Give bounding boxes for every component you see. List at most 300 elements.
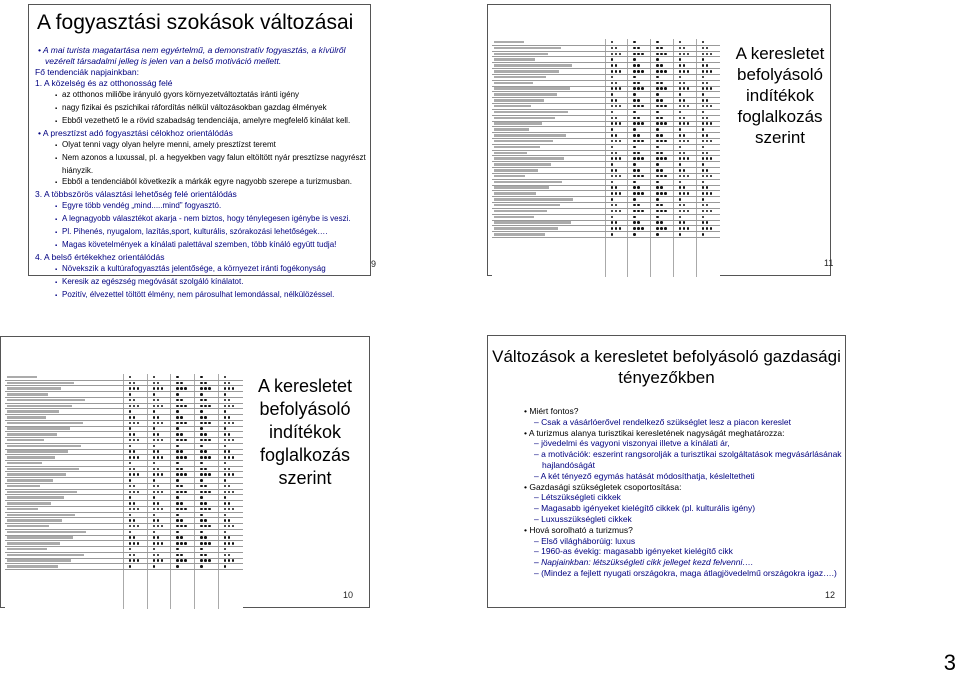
- table-dot: [176, 491, 179, 494]
- table-dot: [157, 559, 160, 562]
- table-dot: [633, 93, 636, 96]
- table-dot: [224, 468, 227, 471]
- table-dot: [133, 536, 136, 539]
- table-dot: [637, 175, 640, 178]
- table-dot: [224, 405, 227, 408]
- table-dot: [208, 525, 211, 528]
- table-dot: [204, 468, 207, 471]
- table-dot: [204, 536, 207, 539]
- table-dot: [200, 468, 203, 471]
- table-dot: [679, 58, 682, 61]
- row-label-mark: [494, 41, 524, 44]
- table-dot: [615, 122, 618, 125]
- row-label-mark: [7, 542, 60, 545]
- table-dot: [683, 210, 686, 213]
- table-dot: [228, 473, 231, 476]
- table-dot: [204, 508, 207, 511]
- table-dot: [153, 479, 156, 482]
- table-dot: [706, 227, 709, 230]
- table-dot: [702, 64, 705, 67]
- table-dot: [619, 122, 622, 125]
- table-dot: [683, 204, 686, 207]
- row-label-mark: [494, 227, 558, 230]
- slide-4-title: Változások a keresletet befolyásoló gazdasági tényezőkben: [492, 347, 841, 387]
- table-dot: [180, 456, 183, 459]
- table-dot: [633, 221, 636, 224]
- table-dot: [611, 134, 614, 137]
- table-dot: [153, 542, 156, 545]
- bullet-3b: – Magasabb igényeket kielégítő cikkek (pl. kulturális igény): [534, 503, 756, 514]
- table-dot: [710, 140, 713, 143]
- table-dot: [687, 53, 690, 56]
- table-dot: [706, 117, 709, 120]
- table-dot: [615, 134, 618, 137]
- table-dot: [656, 175, 659, 178]
- table-dot: [157, 542, 160, 545]
- point-1b: ▪ nagy fizikai és pszichikai ráfordítás nélkül változásokban gazdag élmények: [55, 103, 327, 112]
- row-label-mark: [494, 58, 535, 61]
- table-dot: [641, 227, 644, 230]
- row-label-mark: [494, 99, 544, 102]
- table-dot: [683, 82, 686, 85]
- table-dot: [683, 186, 686, 189]
- table-dot: [232, 473, 235, 476]
- slide-4: [487, 335, 846, 608]
- table-dot: [228, 525, 231, 528]
- slide-1-page-number: 9: [371, 259, 377, 269]
- table-dot: [702, 41, 705, 44]
- row-label-mark: [7, 491, 77, 494]
- table-dot: [153, 462, 156, 465]
- bullet-2: • A turizmus alanya turisztikai keresletének nagyságát meghatározza:: [524, 427, 785, 438]
- table-dot: [702, 58, 705, 61]
- table-dot: [706, 87, 709, 90]
- table-dot: [153, 496, 156, 499]
- table-row: [5, 563, 243, 570]
- table-dot: [633, 64, 636, 67]
- table-dot: [176, 554, 179, 557]
- table-dot: [660, 157, 663, 160]
- table-dot: [679, 41, 682, 44]
- row-label-mark: [7, 519, 62, 522]
- table-dot: [611, 216, 614, 219]
- table-dot: [200, 433, 203, 436]
- table-dot: [129, 514, 132, 517]
- table-dot: [208, 508, 211, 511]
- table-dot: [633, 204, 636, 207]
- table-dot: [176, 531, 179, 534]
- table-dot: [683, 157, 686, 160]
- table-dot: [157, 399, 160, 402]
- table-dot: [208, 439, 211, 442]
- point-1c: ▪ Ebből vezethető le a rövid szabadság tendenciája, amelyre megfelelő kínálat kell.: [55, 116, 351, 125]
- table-dot: [615, 105, 618, 108]
- row-label-mark: [494, 140, 553, 143]
- table-dot: [224, 536, 227, 539]
- table-dot: [633, 87, 636, 90]
- table-dot: [660, 152, 663, 155]
- table-dot: [679, 227, 682, 230]
- table-dot: [611, 41, 614, 44]
- table-dot: [129, 445, 132, 448]
- table-dot: [633, 152, 636, 155]
- table-dot: [204, 399, 207, 402]
- table-dot: [679, 122, 682, 125]
- table-dot: [228, 382, 231, 385]
- table-dot: [664, 157, 667, 160]
- table-dot: [157, 491, 160, 494]
- row-label-mark: [7, 502, 51, 505]
- table-dot: [679, 111, 682, 114]
- table-dot: [656, 99, 659, 102]
- row-label-mark: [7, 376, 37, 379]
- table-dot: [224, 439, 227, 442]
- table-dot: [133, 405, 136, 408]
- row-label-mark: [7, 554, 84, 557]
- table-dot: [611, 82, 614, 85]
- table-dot: [702, 152, 705, 155]
- table-dot: [633, 111, 636, 114]
- table-dot: [153, 439, 156, 442]
- row-label-mark: [7, 399, 85, 402]
- table-dot: [228, 519, 231, 522]
- table-dot: [153, 416, 156, 419]
- table-dot: [637, 87, 640, 90]
- table-dot: [200, 491, 203, 494]
- table-dot: [611, 64, 614, 67]
- table-dot: [129, 399, 132, 402]
- table-dot: [200, 514, 203, 517]
- table-dot: [129, 405, 132, 408]
- table-dot: [656, 58, 659, 61]
- table-dot: [633, 210, 636, 213]
- table-dot: [133, 416, 136, 419]
- table-dot: [619, 210, 622, 213]
- point-2a: ▪ Olyat tenni vagy olyan helyre menni, amely presztízst teremt: [55, 140, 276, 149]
- table-dot: [137, 525, 140, 528]
- table-dot: [129, 531, 132, 534]
- table-dot: [637, 210, 640, 213]
- table-dot: [137, 405, 140, 408]
- table-dot: [224, 422, 227, 425]
- table-dot: [702, 175, 705, 178]
- table-dot: [133, 399, 136, 402]
- table-dot: [176, 433, 179, 436]
- bullet-4: • Hová sorolható a turizmus?: [524, 524, 633, 535]
- table-dot: [157, 422, 160, 425]
- table-dot: [153, 531, 156, 534]
- bullet-2b: – a motivációk: eszerint rangsorolják a turisztikai szolgáltatások megvásárlásának hajlandóságát: [534, 449, 842, 470]
- table-dot: [641, 210, 644, 213]
- table-dot: [683, 152, 686, 155]
- table-dot: [679, 210, 682, 213]
- table-dot: [129, 468, 132, 471]
- table-dot: [664, 122, 667, 125]
- table-dot: [633, 233, 636, 236]
- table-dot: [611, 157, 614, 160]
- table-dot: [660, 204, 663, 207]
- table-dot: [637, 140, 640, 143]
- table-dot: [176, 548, 179, 551]
- table-dot: [679, 192, 682, 195]
- table-dot: [615, 210, 618, 213]
- table-dot: [224, 376, 227, 379]
- table-dot: [133, 559, 136, 562]
- table-dot: [660, 47, 663, 50]
- table-dot: [176, 439, 179, 442]
- sheet-page-number: 3: [943, 650, 956, 675]
- table-dot: [679, 186, 682, 189]
- table-dot: [180, 416, 183, 419]
- row-label-mark: [7, 485, 40, 488]
- table-dot: [204, 519, 207, 522]
- table-dot: [702, 105, 705, 108]
- table-dot: [664, 210, 667, 213]
- row-label-mark: [494, 152, 527, 155]
- table-dot: [161, 473, 164, 476]
- table-dot: [228, 433, 231, 436]
- table-dot: [687, 175, 690, 178]
- table-dot: [664, 175, 667, 178]
- table-dot: [656, 186, 659, 189]
- table-dot: [683, 64, 686, 67]
- row-label-mark: [7, 387, 61, 390]
- point-4c: ▪ Pozitív, élvezettel töltött élmény, nem párosulhat lemondással, nélkülözéssel.: [55, 290, 335, 299]
- table-dot: [679, 163, 682, 166]
- table-dot: [611, 169, 614, 172]
- table-dot: [176, 502, 179, 505]
- table-dot: [702, 70, 705, 73]
- slide-2-page-number: 11: [824, 258, 834, 268]
- table-dot: [611, 76, 614, 79]
- table-dot: [153, 427, 156, 430]
- table-dot: [224, 559, 227, 562]
- table-dot: [611, 70, 614, 73]
- table-dot: [706, 221, 709, 224]
- slide-2-side-title: A keresletet befolyásoló indítékok foglalkozás szerint: [735, 44, 825, 147]
- row-label-mark: [7, 531, 86, 534]
- table-dot: [702, 140, 705, 143]
- table-row: [492, 231, 720, 238]
- table-dot: [224, 485, 227, 488]
- table-dot: [660, 99, 663, 102]
- table-dot: [633, 157, 636, 160]
- table-dot: [180, 382, 183, 385]
- table-dot: [660, 140, 663, 143]
- table-dot: [200, 473, 203, 476]
- table-dot: [200, 536, 203, 539]
- table-dot: [200, 382, 203, 385]
- point-1: 1. A közelség és az otthonosság felé: [35, 78, 173, 88]
- table-dot: [176, 508, 179, 511]
- table-dot: [679, 157, 682, 160]
- table-dot: [656, 41, 659, 44]
- table-dot: [633, 47, 636, 50]
- table-dot: [180, 554, 183, 557]
- table-dot: [702, 221, 705, 224]
- row-label-mark: [494, 157, 564, 160]
- table-dot: [615, 169, 618, 172]
- table-dot: [184, 473, 187, 476]
- table-dot: [224, 427, 227, 430]
- table-dot: [679, 128, 682, 131]
- table-dot: [633, 186, 636, 189]
- table-dot: [161, 559, 164, 562]
- table-dot: [664, 227, 667, 230]
- table-dot: [176, 559, 179, 562]
- table-dot: [702, 186, 705, 189]
- table-dot: [137, 559, 140, 562]
- bullet-4d: – (Mindez a fejlett nyugati országokra, maga átlagjövedelmű országokra igaz….): [534, 567, 837, 578]
- table-dot: [133, 508, 136, 511]
- table-dot: [133, 382, 136, 385]
- table-dot: [228, 502, 231, 505]
- table-dot: [611, 99, 614, 102]
- table-dot: [656, 122, 659, 125]
- table-dot: [157, 450, 160, 453]
- table-dot: [633, 76, 636, 79]
- table-dot: [619, 105, 622, 108]
- table-dot: [180, 525, 183, 528]
- table-dot: [129, 565, 132, 568]
- table-dot: [710, 70, 713, 73]
- table-dot: [157, 468, 160, 471]
- table-dot: [204, 525, 207, 528]
- table-dot: [702, 128, 705, 131]
- scanned-table-image: [5, 374, 243, 609]
- table-dot: [153, 536, 156, 539]
- table-dot: [208, 422, 211, 425]
- table-dot: [637, 53, 640, 56]
- table-dot: [200, 554, 203, 557]
- table-dot: [129, 548, 132, 551]
- table-dot: [153, 405, 156, 408]
- table-dot: [176, 473, 179, 476]
- table-dot: [129, 491, 132, 494]
- table-dot: [687, 122, 690, 125]
- table-dot: [208, 491, 211, 494]
- table-dot: [180, 439, 183, 442]
- table-dot: [702, 117, 705, 120]
- table-dot: [615, 87, 618, 90]
- table-dot: [633, 99, 636, 102]
- table-dot: [224, 410, 227, 413]
- slide-1-title: A fogyasztási szokások változásai: [37, 11, 354, 34]
- table-dot: [129, 427, 132, 430]
- table-dot: [153, 565, 156, 568]
- table-dot: [656, 128, 659, 131]
- table-dot: [687, 192, 690, 195]
- table-dot: [637, 64, 640, 67]
- table-dot: [228, 399, 231, 402]
- table-dot: [683, 105, 686, 108]
- table-dot: [660, 175, 663, 178]
- table-dot: [180, 502, 183, 505]
- table-dot: [683, 53, 686, 56]
- table-dot: [208, 387, 211, 390]
- table-dot: [710, 157, 713, 160]
- table-dot: [129, 433, 132, 436]
- table-dot: [176, 427, 179, 430]
- table-dot: [641, 70, 644, 73]
- table-dot: [200, 519, 203, 522]
- table-dot: [679, 53, 682, 56]
- table-dot: [228, 559, 231, 562]
- table-dot: [637, 152, 640, 155]
- table-dot: [702, 181, 705, 184]
- table-dot: [679, 146, 682, 149]
- table-dot: [200, 410, 203, 413]
- table-dot: [228, 422, 231, 425]
- table-dot: [129, 422, 132, 425]
- table-dot: [710, 227, 713, 230]
- table-dot: [180, 559, 183, 562]
- table-dot: [656, 146, 659, 149]
- bullet-2a: – jövedelmi és vagyoni viszonyai illetve a kínálati ár,: [534, 438, 730, 449]
- table-dot: [660, 87, 663, 90]
- table-dot: [129, 410, 132, 413]
- bullet-1: • Miért fontos?: [524, 406, 579, 416]
- row-label-mark: [494, 70, 559, 73]
- table-dot: [679, 134, 682, 137]
- table-dot: [656, 82, 659, 85]
- table-dot: [157, 456, 160, 459]
- table-dot: [615, 53, 618, 56]
- table-dot: [200, 485, 203, 488]
- row-label-mark: [7, 439, 44, 442]
- row-label-mark: [494, 82, 533, 85]
- table-dot: [184, 491, 187, 494]
- table-dot: [702, 134, 705, 137]
- table-dot: [184, 387, 187, 390]
- table-dot: [200, 422, 203, 425]
- table-dot: [133, 542, 136, 545]
- table-dot: [633, 58, 636, 61]
- table-dot: [184, 405, 187, 408]
- table-dot: [687, 157, 690, 160]
- table-dot: [204, 559, 207, 562]
- table-dot: [224, 519, 227, 522]
- table-dot: [184, 525, 187, 528]
- table-dot: [710, 87, 713, 90]
- table-dot: [200, 542, 203, 545]
- table-dot: [153, 393, 156, 396]
- table-dot: [157, 433, 160, 436]
- table-dot: [180, 536, 183, 539]
- table-dot: [232, 405, 235, 408]
- table-dot: [129, 536, 132, 539]
- table-dot: [637, 82, 640, 85]
- table-dot: [679, 64, 682, 67]
- point-2b: ▪ Nem azonos a luxussal, pl. a hegyekben vagy falun eltöltött nyár presztízse nagyrészt hiányzik.: [55, 153, 366, 175]
- row-label-mark: [7, 559, 71, 562]
- table-dot: [615, 47, 618, 50]
- bullet-3: • Gazdasági szükségletek csoportosítása:: [524, 481, 682, 492]
- table-dot: [204, 456, 207, 459]
- slide-1: [28, 4, 377, 299]
- table-dot: [706, 53, 709, 56]
- table-dot: [161, 542, 164, 545]
- table-dot: [619, 157, 622, 160]
- table-dot: [204, 433, 207, 436]
- row-label-mark: [494, 117, 555, 120]
- table-dot: [208, 559, 211, 562]
- table-dot: [157, 416, 160, 419]
- table-dot: [664, 87, 667, 90]
- table-dot: [637, 99, 640, 102]
- table-dot: [180, 519, 183, 522]
- table-dot: [615, 152, 618, 155]
